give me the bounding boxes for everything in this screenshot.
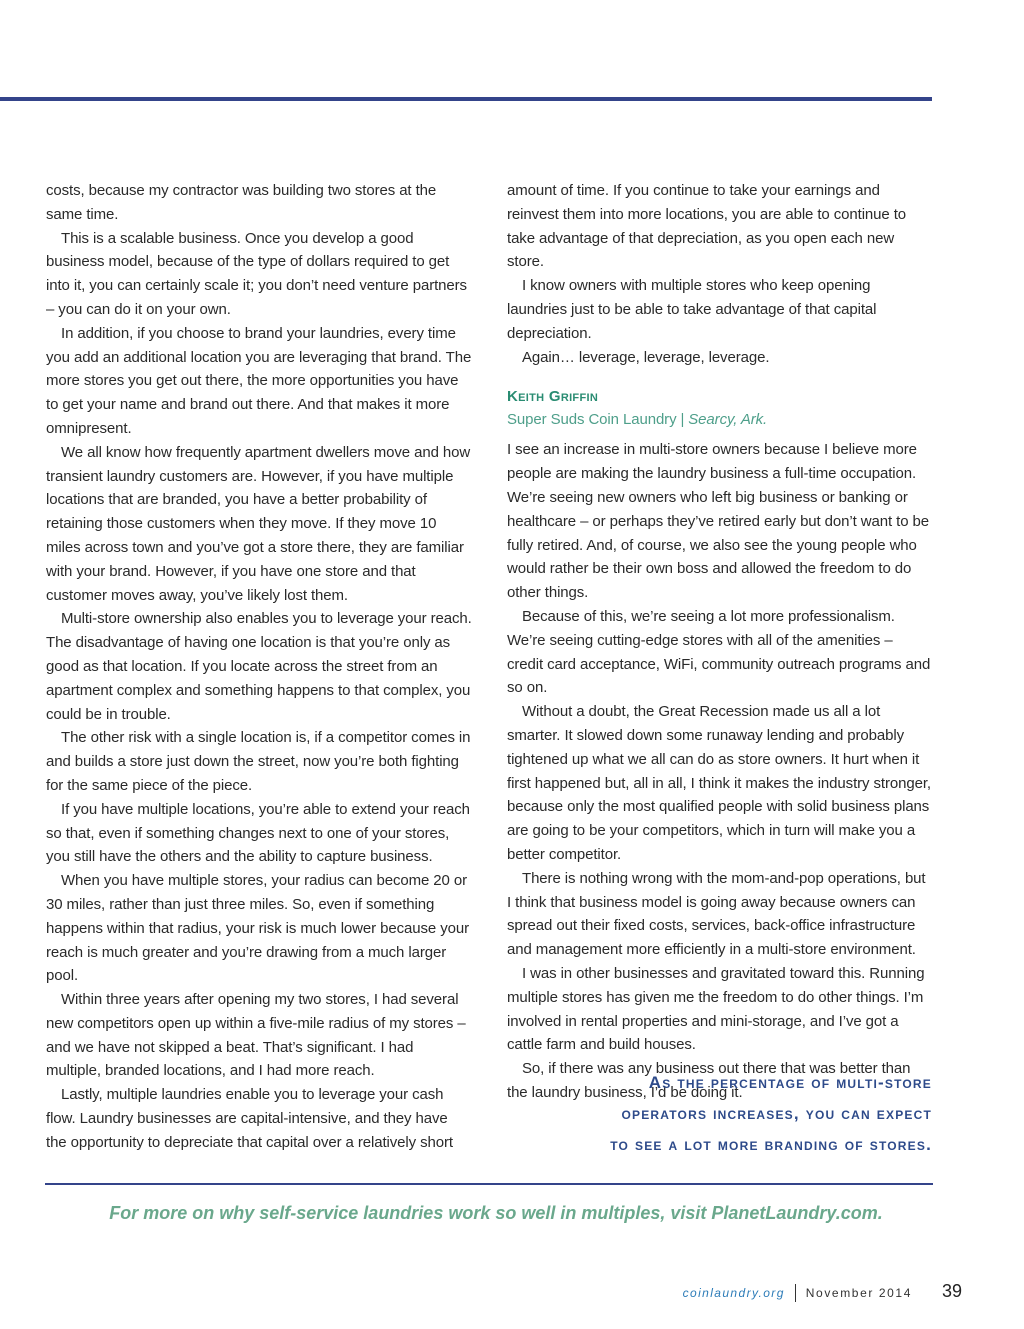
body-paragraph: Again… leverage, leverage, leverage.	[522, 348, 770, 366]
body-paragraph: The other risk with a single location is, if a competitor comes in and builds a store just down the street, now you’re both fighting for the same piece of the piece.	[46, 729, 471, 794]
pull-quote	[512, 1067, 932, 1160]
page-number: 39	[941, 1281, 962, 1301]
body-paragraph: There is nothing wrong with the mom-and-pop operations, but I think that business model is going away because owners can spread out their fixed costs, services, back-office infrastructure and management more efficiently in a multi-store environment.	[507, 869, 926, 959]
bottom-rule	[45, 1183, 933, 1185]
pull-quote-line: to see a lot more branding of stores.	[610, 1135, 932, 1154]
body-paragraph: When you have multiple stores, your radius can become 20 or 30 miles, rather than just three miles. So, even if something happens within that radius, your risk is much lower because your reach is much greater and you’re drawing from a much larger pool.	[46, 872, 469, 985]
footer-date: November 2014	[805, 1286, 912, 1300]
footer-site[interactable]: coinlaundry.org	[682, 1286, 785, 1300]
body-paragraph: I was in other businesses and gravitated toward this. Running multiple stores has given me the freedom to do other things. I’m involved in rental properties and mini-storage, and I’ve got a cattle farm and build houses.	[507, 964, 925, 1054]
byline-location: Searcy, Ark.	[688, 411, 768, 429]
pull-quote-line: operators increases, you can expect	[621, 1104, 932, 1123]
byline	[507, 386, 931, 432]
byline-business: Super Suds Coin Laundry	[507, 411, 677, 429]
body-paragraph: Because of this, we’re seeing a lot more professionalism. We’re seeing cutting-edge stores with all of the amenities – credit card acceptance, WiFi, community outreach programs and so on.	[507, 607, 931, 697]
right-column	[507, 179, 931, 1105]
body-paragraph: costs, because my contractor was building two stores at the same time.	[46, 182, 437, 223]
byline-separator: |	[680, 411, 685, 429]
body-paragraph: This is a scalable business. Once you develop a good business model, because of the type of dollars required to get into it, you can certainly scale it; you don’t need venture partners – you can do it on your own.	[46, 229, 467, 318]
body-paragraph: Within three years after opening my two stores, I had several new competitors open up within a five-mile radius of my stores – and we have not skipped a beat. That’s significant. I had multiple, branded locations, and I had more reach.	[46, 991, 466, 1080]
footer-divider	[795, 1284, 796, 1302]
pull-quote-line: As the percentage of multi-store	[648, 1073, 932, 1092]
body-paragraph: I see an increase in multi-store owners because I believe more people are making the laundry business a full-time occupation. We’re seeing new owners who left big business or banking or healthcare – or perhaps they’ve retired early but don’t want to be fully retired. And, of course, we also see the young people who would rather be their own boss and allowed the freedom to do other things.	[507, 441, 929, 602]
body-paragraph: Multi-store ownership also enables you to leverage your reach. The disadvantage of having one location is that you’re only as good as that location. If you locate across the street from an apartment complex and something happens to that complex, you could be in trouble.	[46, 610, 472, 723]
byline-name: Keith Griffin	[507, 388, 599, 406]
body-paragraph: amount of time. If you continue to take your earnings and reinvest them into more locations, you are able to continue to take advantage of that depreciation, as you open each new store.	[507, 182, 907, 271]
body-paragraph: If you have multiple locations, you’re able to extend your reach so that, even if something changes next to one of your stores, you still have the others and the ability to capture business.	[46, 800, 470, 866]
promo-link[interactable]: For more on why self-service laundries work so well in multiples, visit PlanetLaundry.com.	[109, 1203, 883, 1223]
left-column	[46, 179, 472, 1155]
top-rule	[0, 97, 932, 101]
body-paragraph: Without a doubt, the Great Recession made us all a lot smarter. It slowed down some runaway lending and probably tightened up what we all can do as store owners. It hurt when it first happened but, all in all, I think it makes the industry stronger, because only the most qualified people with solid business plans are going to be your competitors, which in turn will make you a better competitor.	[507, 703, 931, 863]
body-paragraph: We all know how frequently apartment dwellers move and how transient laundry customers are. However, if you have multiple locations that are branded, you have a better probability of retaining those customers when they move. If they move 10 miles across town and you’ve got a store there, they are familiar with your brand. However, if you have one store and that customer moves away, you’ve likely lost them.	[46, 443, 471, 604]
body-paragraph: So, if there was any business out there that was better than the laundry business, I’d be doing it.	[507, 1060, 911, 1101]
body-paragraph: I know owners with multiple stores who keep opening laundries just to be able to take advantage of that capital depreciation.	[507, 277, 877, 342]
byline-business-line	[507, 408, 931, 432]
page-footer	[683, 1281, 962, 1305]
body-paragraph: In addition, if you choose to brand your laundries, every time you add an additional location you are leveraging that brand. The more stores you get out there, the more opportunities you have to get your name and brand out there. And that makes it more omnipresent.	[46, 324, 472, 437]
body-paragraph: Lastly, multiple laundries enable you to leverage your cash flow. Laundry businesses are capital-intensive, and they have the opportunity to depreciate that capital over a relatively short	[46, 1086, 453, 1151]
